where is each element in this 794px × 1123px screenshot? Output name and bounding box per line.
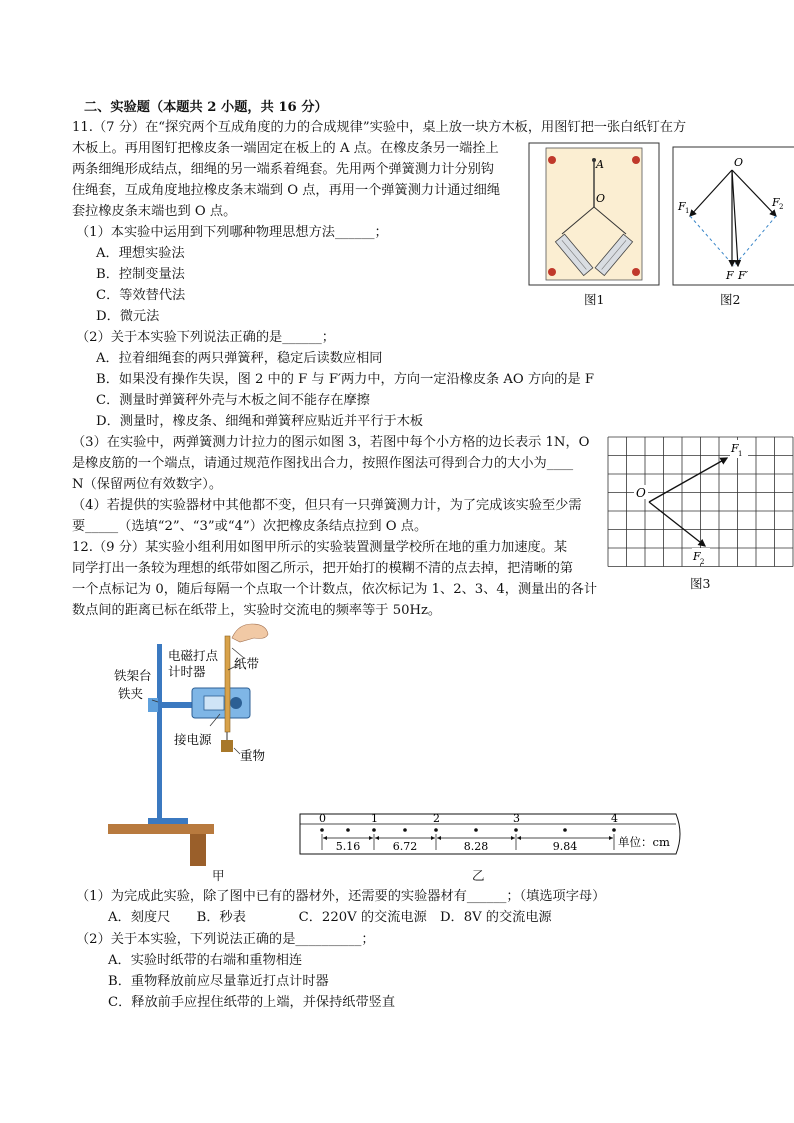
jia-label-power: 接电源	[174, 732, 212, 747]
q11-p2-option-d: D．测量时，橡皮条、细绳和弹簧秤应贴近并平行于木板	[96, 414, 424, 429]
fig1-label-o: O	[596, 192, 606, 205]
jia-label-timer-2: 计时器	[168, 664, 206, 679]
q11-p2-option-b: B．如果没有操作失误，图 2 中的 F 与 F′两力中，方向一定沿橡皮条 AO 方向的是 F	[96, 372, 595, 387]
tape-count-dot	[372, 828, 376, 832]
tape-point-label: 1	[371, 812, 378, 825]
tape-count-dot	[320, 828, 324, 832]
tape-point-label: 3	[513, 812, 520, 825]
q11-p1-option-d: D．微元法	[96, 309, 160, 324]
figure-2-caption: 图2	[720, 292, 741, 307]
tape-point-label: 4	[611, 812, 618, 825]
q11-p1-option-c: C．等效替代法	[96, 288, 186, 303]
tape-point-label: 0	[319, 812, 326, 825]
figure-yi-caption: 乙	[472, 868, 485, 883]
tape-count-dot	[434, 828, 438, 832]
q11-p3-line-2: 是橡皮筋的一个端点，请通过规范作图找出合力，按照作图法可得到合力的大小为____	[72, 456, 574, 471]
q11-p2-option-c: C．测量时弹簧秤外壳与木板之间不能存在摩擦	[96, 393, 370, 408]
jia-label-weight: 重物	[240, 748, 266, 763]
tape-mid-dot	[403, 828, 407, 832]
q11-line-5: 套拉橡皮条末端也到 O 点。	[72, 204, 237, 219]
fig2-label-f1-sub: 1	[685, 207, 690, 215]
figure-yi-tape	[296, 808, 688, 858]
fig3-label-f2-sub: 2	[700, 558, 705, 566]
tape-distance-label: 8.28	[463, 840, 489, 853]
q11-p2-stem: （2）关于本实验下列说法正确的是______；	[76, 330, 335, 345]
tape-mid-dot	[346, 828, 350, 832]
q12-line-3: 一个点标记为 0，随后每隔一个点取一个计数点，依次标记为 1、2、3、4，测量出的各计	[72, 582, 598, 597]
fig2-label-o: O	[734, 156, 744, 169]
jia-label-timer-1: 电磁打点	[168, 648, 219, 663]
tape-count-dot	[514, 828, 518, 832]
q11-line-3: 两条细绳形成结点，细绳的另一端系着绳套。先用两个弹簧测力计分别钩	[72, 162, 494, 177]
fig3-label-f1: F	[731, 442, 739, 455]
fig2-label-f2: F	[772, 196, 780, 209]
q11-line-1: 11.（7 分）在“探究两个互成角度的力的合成规律”实验中，桌上放一块方木板，用图钉把一张白纸钉在方	[72, 120, 687, 135]
q11-p4-line-2: 要_____（选填“2”、“3”或“4”）次把橡皮条结点拉到 O 点。	[72, 519, 428, 534]
fig3-label-o: O	[636, 486, 646, 500]
section-title: 二、实验题（本题共 2 小题，共 16 分）	[84, 100, 328, 115]
q11-line-4: 住绳套，互成角度地拉橡皮条末端到 O 点，再用一个弹簧测力计通过细绳	[72, 183, 501, 198]
q11-p1-stem: （1）本实验中运用到下列哪种物理思想方法______；	[76, 225, 388, 240]
tape-unit: 单位：cm	[618, 835, 670, 849]
tape-count-dot	[612, 828, 616, 832]
q11-p4-line-1: （4）若提供的实验器材中其他都不变，但只有一只弹簧测力计，为了完成该实验至少需	[72, 498, 582, 513]
q11-p1-option-b: B．控制变量法	[96, 267, 185, 282]
fig2-label-f2-sub: 2	[779, 203, 784, 211]
fig3-label-f2: F	[693, 550, 701, 563]
figure-1-caption: 图1	[584, 292, 605, 307]
tape-mid-dot	[474, 828, 478, 832]
tape-point-label: 2	[433, 812, 440, 825]
q11-p3-line-3: N（保留两位有效数字）。	[72, 477, 223, 492]
q12-p2-option-c: C．释放前手应捏住纸带的上端，并保持纸带竖直	[108, 995, 396, 1010]
q12-line-4: 数点间的距离已标在纸带上，实验时交流电的频率等于 50Hz。	[72, 603, 442, 618]
fig2-label-f: F	[726, 269, 734, 282]
jia-label-tie-jia-tai: 铁架台	[114, 668, 152, 683]
q12-p2-option-a: A．实验时纸带的右端和重物相连	[108, 953, 303, 968]
tape-distance-label: 6.72	[392, 840, 418, 853]
q12-p2-stem: （2）关于本实验，下列说法正确的是__________；	[76, 932, 375, 947]
figure-jia-caption: 甲	[212, 868, 225, 883]
jia-label-tape: 纸带	[234, 656, 260, 671]
figure-jia-apparatus	[104, 618, 294, 868]
q12-p1-stem: （1）为完成此实验，除了图中已有的器材外，还需要的实验器材有______；（填选项字母）	[76, 889, 606, 904]
q12-p2-option-b: B．重物释放前应尽量靠近打点计时器	[108, 974, 329, 989]
q12-line-1: 12.（9 分）某实验小组利用如图甲所示的实验装置测量学校所在地的重力加速度。某	[72, 540, 568, 555]
tape-mid-dot	[563, 828, 567, 832]
figure-3-caption: 图3	[690, 576, 711, 591]
q12-line-2: 同学打出一条较为理想的纸带如图乙所示，把开始打的模糊不清的点去掉，把清晰的第	[72, 561, 574, 576]
tape-distance-label: 9.84	[552, 840, 578, 853]
figure-2-forces	[672, 146, 794, 286]
q12-p1-options: A．刻度尺 B．秒表 C．220V 的交流电源 D．8V 的交流电源	[108, 910, 552, 925]
figure-1-board	[528, 142, 660, 286]
q11-p3-line-1: （3）在实验中，两弹簧测力计拉力的图示如图 3，若图中每个小方格的边长表示 1N，O	[72, 435, 590, 450]
fig2-label-f-prime: F′	[738, 269, 749, 282]
fig1-label-a: A	[596, 158, 604, 171]
q11-p2-option-a: A．拉着细绳套的两只弹簧秤，稳定后读数应相同	[96, 351, 383, 366]
fig2-label-f1: F	[678, 200, 686, 213]
q11-line-2: 木板上。再用图钉把橡皮条一端固定在板上的 A 点。在橡皮条另一端拴上	[72, 141, 499, 156]
q11-p1-option-a: A．理想实验法	[96, 246, 185, 261]
figure-3-grid	[606, 436, 794, 570]
fig3-label-f1-sub: 1	[738, 450, 743, 458]
tape-distance-label: 5.16	[335, 840, 361, 853]
jia-label-tie-jia: 铁夹	[118, 686, 144, 701]
